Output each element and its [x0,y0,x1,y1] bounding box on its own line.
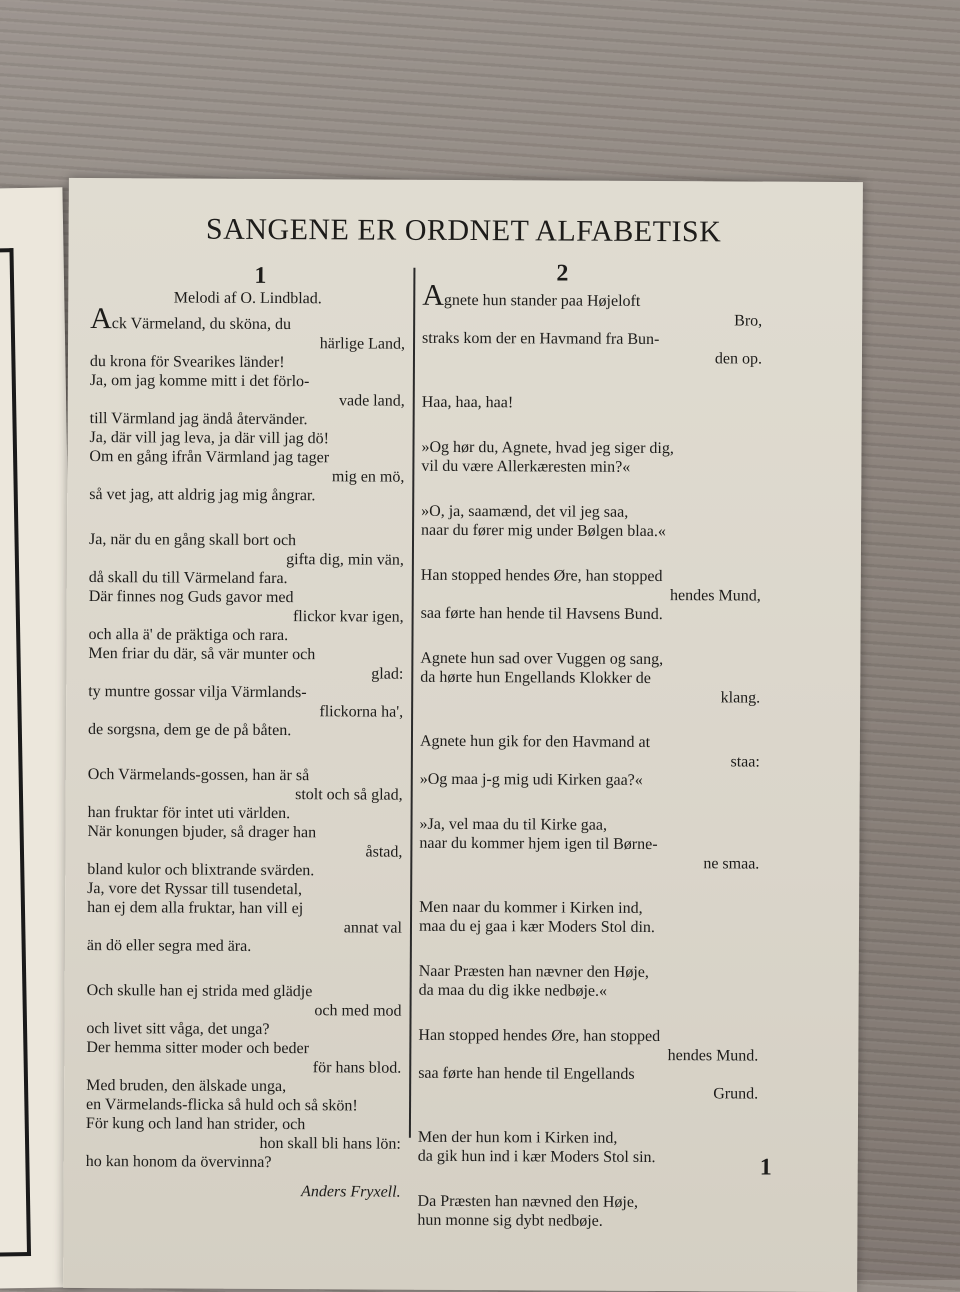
verse-line: glad: [371,665,404,683]
verse-line: en Värmelands-flicka så huld och så skön! [86,1096,358,1115]
stanza [419,898,759,938]
song-1-first-line: Ack Värmeland, du sköna, du [90,302,292,336]
verse-line: naar du kommer hjem igen til Børne- [419,834,658,854]
verse-line: Ja, vore det Ryssar till tusendetal, [87,880,303,899]
verse-line: Naar Præsten han nævner den Høje, [418,962,649,981]
verse-line: När konungen bjuder, så drager han [87,823,317,842]
stanza [419,815,759,874]
verse-line: saa førte han hende til Engellands [418,1064,635,1083]
verse-line: »Og hør du, Agnete, hvad jeg siger dig, [421,438,674,458]
verse-line: gifta dig, min vän, [286,551,404,569]
verse-line: hendes Mund, [670,587,761,605]
verse-line: mig en mö, [331,468,405,486]
verse-line: Agnete hun sad over Vuggen og sang, [420,649,664,669]
verse-line: Med bruden, den älskade unga, [86,1077,287,1096]
verse-line: vade land, [338,392,405,410]
verse-line: hon skall bli hans lön: [259,1134,401,1153]
verse-line: bland kulor och blixtrande svärden. [87,861,315,880]
verse-line: han fruktar för intet uti världen. [87,804,291,823]
verse-line: Men der hun kom i Kirken ind, [417,1128,618,1147]
verse-line: naar du fører mig under Bølgen blaa.« [421,521,666,541]
verse-line: Bro, [734,312,763,330]
verse-line: ne smaa. [703,855,760,873]
page-number: 1 [759,1154,772,1181]
verse-line: maa du ej gaa i kær Moders Stol din. [418,917,656,937]
verse-line: Da Præsten han nævned den Høje, [417,1192,639,1211]
verse-line: staa: [730,753,760,771]
songbook-page [63,178,863,1292]
verse-line: Ja, om jag komme mitt i det förlo- [89,372,310,391]
verse-line: och livet sitt våga, det unga? [86,1020,270,1038]
column-divider [409,268,416,1138]
verse-line: »O, ja, saamænd, det vil jeg saa, [421,502,629,521]
drop-cap: A [422,278,445,312]
verse-line: Ja, när du en gång skall bort och [88,531,297,550]
stanza [421,566,761,625]
verse-line: vil du være Allerkæresten min?« [421,457,631,476]
drop-cap: A [90,302,112,336]
verse-line: Han stopped hendes Øre, han stopped [420,566,663,586]
verse-line: klang. [720,689,761,707]
verse-line: och alla ä' de präktiga och rara. [88,626,289,645]
stanza [420,649,760,708]
stanza [420,732,760,791]
verse-line: ho kan honom da övervinna? [85,1153,272,1172]
verse-line: Där finnes nog Guds gavor med [88,588,294,607]
verse-line: och med mod [314,1002,402,1020]
stanza [418,1128,758,1168]
verse-line: än dö eller segra med ära. [86,937,252,955]
stanza [422,310,762,369]
verse-line: till Värmland jag ändå återvänder. [89,410,308,429]
verse-line: Grund. [713,1085,759,1103]
verse-line: Och Värmelands-gossen, han är så [87,766,310,785]
song-1-text [86,288,406,1202]
author-credit: Anders Fryxell. [301,1183,401,1201]
verse-line: Han stopped hendes Øre, han stopped [418,1026,661,1046]
stanza [422,393,762,414]
verse-line: För kung och land han strider, och [85,1115,306,1134]
verse-line: du krona för Svearikes länder! [89,353,285,372]
stanza [421,502,761,542]
verse-line: de sorgsna, dem ge de på båten. [87,721,292,740]
verse-line: för hans blod. [312,1059,402,1077]
verse-line: ty muntre gossar vilja Värmlands- [88,683,307,702]
verse-line: hun monne sig dybt nedbøje. [417,1211,603,1230]
stanza [418,1026,758,1104]
stanza [88,530,404,741]
verse-line: Men friar du där, så vär munter och [88,645,316,664]
verse-line: hendes Mund. [667,1047,759,1065]
verse-line: Haa, haa, haa! [421,393,514,412]
verse-line: Men naar du kommer i Kirken ind, [419,898,643,917]
verse-line: saa førte han hende til Havsens Bund. [420,604,663,624]
verse-line: Der hemma sitter moder och beder [86,1039,309,1058]
stanza [419,962,759,1002]
stanza [86,981,402,1173]
verse-line: härlige Land, [319,335,406,353]
verse-line: flickor kvar igen, [292,608,404,626]
verse-line: den op. [714,350,763,368]
song-2-text [417,278,763,1258]
stanza [87,765,403,957]
stanza [417,1192,757,1232]
song-number-2: 2 [556,260,569,287]
verse-line: »Ja, vel maa du til Kirke gaa, [419,815,608,834]
verse-line: da maa du dig ikke nedbøje.« [418,981,608,1000]
verse-line: åstad, [365,843,403,861]
verse-line: så vet jag, att aldrig jag mig ångrar. [89,486,316,505]
song-2-first-line: Agnete hun stander paa Højeloft [422,278,641,312]
verse-line: straks kom der en Havmand fra Bun- [422,329,660,349]
verse-line: då skall du till Värmeland fara. [88,569,288,588]
verse-line: Och skulle han ej strida med glädje [86,982,313,1001]
stanza [89,333,405,506]
melody-credit: Melodi af O. Lindblad. [173,289,322,308]
verse-line: han ej dem alla fruktar, han vill ej [87,899,304,918]
adjacent-page-border [0,248,31,1257]
verse-line: Om en gång ifrån Värmland jag tager [89,448,330,467]
verse-line: Ja, där vill jag leva, ja där vill jag dö! [89,429,330,448]
verse-line: »Og maa j-g mig udi Kirken gaa?« [419,770,643,789]
verse-line: da gik hun ind i kær Moders Stol sin. [417,1147,656,1167]
verse-line: flickorna ha', [319,703,404,721]
song-number-1: 1 [254,262,267,289]
verse-line: da hørte hun Engellands Klokker de [420,668,651,687]
verse-line: annat val [343,919,403,937]
verse-line: stolt och så glad, [295,786,403,804]
page-heading: SANGENE ER ORDNET ALFABETISK [205,212,722,249]
stanza [421,438,761,478]
verse-line: Agnete hun gik for den Havmand at [419,732,651,751]
